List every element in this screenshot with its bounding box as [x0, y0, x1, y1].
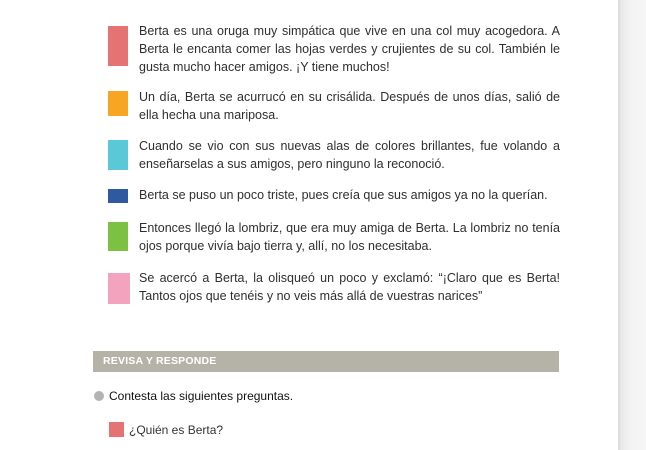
color-marker-red [108, 26, 128, 66]
color-marker-orange [108, 91, 128, 116]
question-text: ¿Quién es Berta? [129, 423, 224, 437]
paragraph-text: Cuando se vio con sus nuevas alas de colores brillantes, fue volando a enseñarselas a sus amigos, pero ninguno la reconoció. [139, 139, 560, 171]
section-title: REVISA Y RESPONDE [103, 355, 217, 367]
color-marker-cyan [108, 140, 128, 170]
question-marker-red [109, 422, 124, 437]
paragraph-text: Se acercó a Berta, la olisqueó un poco y exclamó: “¡Claro que es Berta! Tantos ojos que tenéis y no veis más allá de vuestras narices” [139, 271, 560, 303]
page-edge-shadow [618, 0, 646, 450]
bullet-icon [94, 391, 104, 401]
paragraph-text: Berta es una oruga muy simpática que vive en una col muy acogedora. A Berta le encanta comer las hojas verdes y crujientes de su col. También le gusta mucho hacer amigos. ¡Y tiene muchos! [139, 24, 560, 74]
instruction-text: Contesta las siguientes preguntas. [109, 389, 294, 403]
paragraph-text: Un día, Berta se acurrucó en su crisálida. Después de unos días, salió de ella hecha una mariposa. [139, 90, 560, 122]
paragraph-text: Berta se puso un poco triste, pues creía que sus amigos ya no la querían. [139, 188, 548, 202]
color-marker-green [108, 222, 128, 251]
color-marker-pink [108, 273, 130, 304]
color-marker-blue [108, 189, 128, 203]
section-header-bar [93, 351, 559, 372]
paragraph-text: Entonces llegó la lombriz, que era muy amiga de Berta. La lombriz no tenía ojos porque vivía bajo tierra y, allí, no los necesitaba. [139, 221, 560, 253]
